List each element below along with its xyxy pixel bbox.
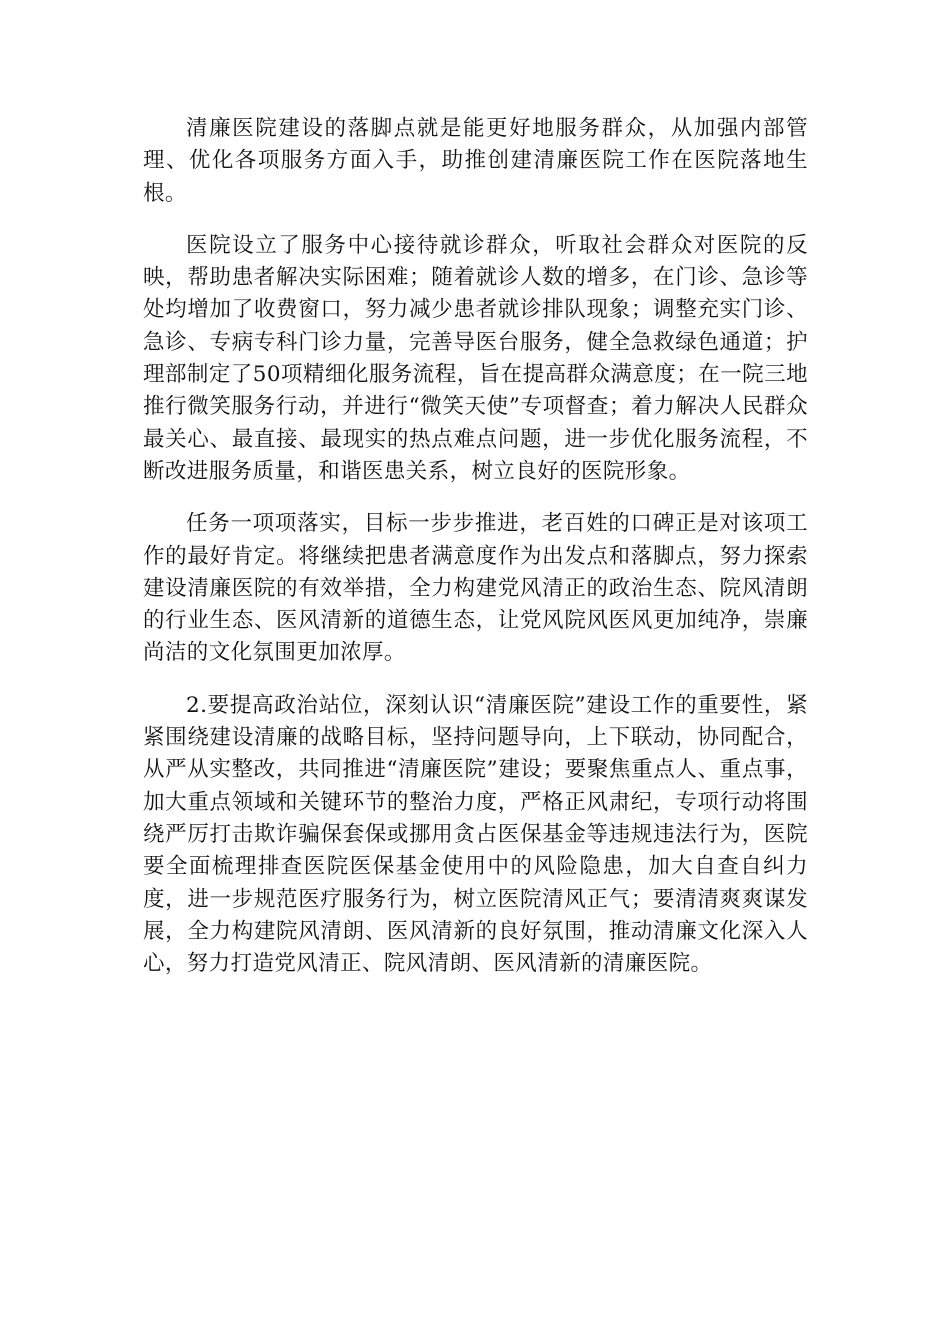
paragraph-service-focus: 清廉医院建设的落脚点就是能更好地服务群众，从加强内部管理、优化各项服务方面入手，助推创建清廉医院工作在医院落地生根。 — [143, 116, 808, 206]
paragraph-goals-progress: 任务一项项落实，目标一步步推进，老百姓的口碑正是对该项工作的最好肯定。将继续把患者满意度作为出发点和落脚点，努力探索建设清廉医院的有效举措，全力构建党风清正的政治生态、院风清朗的行业生态、医风清新的道德生态，让党风院风医风更加纯净，崇廉尚洁的文化氛围更加浓厚。 — [143, 511, 808, 666]
document-body — [143, 113, 808, 1000]
paragraph-service-measures: 医院设立了服务中心接待就诊群众，听取社会群众对医院的反映，帮助患者解决实际困难；随着就诊人数的增多，在门诊、急诊等处均增加了收费窗口，努力减少患者就诊排队现象；调整充实门诊、急诊、专病专科门诊力量，完善导医台服务，健全急救绿色通道；护理部制定了50项精细化服务流程，旨在提高群众满意度；在一院三地推行微笑服务行动，并进行“微笑天使”专项督查；着力解决人民群众最关心、最直接、最现实的热点难点问题，进一步优化服务流程，不断改进服务质量，和谐医患关系，树立良好的医院形象。 — [143, 232, 808, 484]
paragraph-political-stance: 2.要提高政治站位，深刻认识“清廉医院”建设工作的重要性，紧紧围绕建设清廉的战略目标，坚持问题导向，上下联动，协同配合，从严从实整改，共同推进“清廉医院”建设；要聚焦重点人、重点事，加大重点领域和关键环节的整治力度，严格正风肃纪，专项行动将围绕严厉打击欺诈骗保套保或挪用贪占医保基金等违规违法行为，医院要全面梳理排查医院医保基金使用中的风险隐患，加大自查自纠力度，进一步规范医疗服务行为，树立医院清风正气；要清清爽爽谋发展，全力构建院风清朗、医风清新的良好氛围，推动清廉文化深入人心，努力打造党风清正、院风清朗、医风清新的清廉医院。 — [143, 692, 808, 977]
